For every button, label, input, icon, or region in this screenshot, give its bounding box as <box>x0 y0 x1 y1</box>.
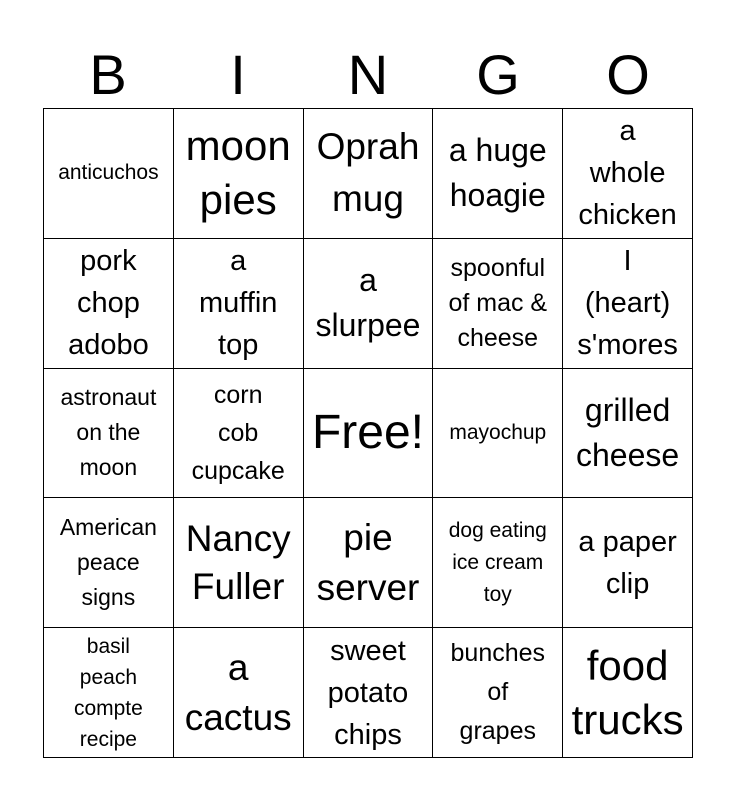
cell-text: astronaut on the moon <box>60 384 157 481</box>
header-letter-g: G <box>476 43 520 106</box>
bingo-cell-r3-c5[interactable] <box>563 369 693 499</box>
cell-text: dog eating ice cream toy <box>448 518 547 606</box>
cell-text: Nancy Fuller <box>185 517 291 607</box>
cell-text: a whole chicken <box>578 115 677 232</box>
header-letter-n: N <box>347 43 389 106</box>
cell-text: American peace signs <box>59 514 157 611</box>
bingo-cell-r4-c2[interactable] <box>174 498 304 628</box>
bingo-cell-r5-c1[interactable] <box>44 628 174 758</box>
cell-text: pork chop adobo <box>68 245 149 362</box>
cell-text: a huge hoagie <box>448 132 547 214</box>
bingo-cell-r1-c5[interactable] <box>563 109 693 239</box>
bingo-cell-r2-c2[interactable] <box>174 239 304 369</box>
bingo-cell-r2-c4[interactable] <box>433 239 563 369</box>
cell-text: I (heart) s'mores <box>577 245 678 362</box>
cell-text: food trucks <box>571 641 684 743</box>
bingo-cell-r4-c5[interactable] <box>563 498 693 628</box>
header-letter-o: O <box>606 43 650 106</box>
bingo-cell-r1-c3[interactable] <box>304 109 434 239</box>
bingo-grid <box>43 108 693 758</box>
bingo-cell-r2-c3[interactable] <box>304 239 434 369</box>
cell-text: a cactus <box>184 646 292 738</box>
bingo-cell-r5-c3[interactable] <box>304 628 434 758</box>
bingo-cell-free[interactable] <box>304 369 434 499</box>
cell-text: spoonful of mac & cheese <box>448 253 548 352</box>
bingo-header <box>43 44 693 106</box>
cell-text: Free! <box>311 405 424 459</box>
bingo-cell-r1-c2[interactable] <box>174 109 304 239</box>
header-letter-b: B <box>89 43 127 106</box>
cell-text: a slurpee <box>315 262 421 344</box>
cell-text: moon pies <box>185 122 291 224</box>
cell-text: basil peach compte recipe <box>73 634 143 751</box>
bingo-cell-r2-c1[interactable] <box>44 239 174 369</box>
bingo-cell-r1-c4[interactable] <box>433 109 563 239</box>
cell-text: Oprah mug <box>316 126 420 220</box>
cell-text: pie server <box>316 516 420 608</box>
cell-text: a paper clip <box>578 525 677 600</box>
cell-text: anticuchos <box>58 161 159 185</box>
cell-text: corn cob cupcake <box>191 380 285 485</box>
bingo-cell-r3-c4[interactable] <box>433 369 563 499</box>
bingo-cell-r4-c1[interactable] <box>44 498 174 628</box>
cell-text: sweet potato chips <box>327 634 409 751</box>
bingo-cell-r5-c2[interactable] <box>174 628 304 758</box>
header-letter-i: I <box>230 43 246 106</box>
bingo-cell-r5-c4[interactable] <box>433 628 563 758</box>
bingo-cell-r4-c3[interactable] <box>304 498 434 628</box>
cell-text: grilled cheese <box>576 391 680 473</box>
bingo-cell-r4-c4[interactable] <box>433 498 563 628</box>
bingo-cell-r3-c1[interactable] <box>44 369 174 499</box>
bingo-cell-r5-c5[interactable] <box>563 628 693 758</box>
bingo-cell-r2-c5[interactable] <box>563 239 693 369</box>
cell-text: mayochup <box>449 420 547 444</box>
cell-text: bunches of grapes <box>450 639 546 746</box>
cell-text: a muffin top <box>198 245 278 362</box>
bingo-cell-r3-c2[interactable] <box>174 369 304 499</box>
bingo-cell-r1-c1[interactable] <box>44 109 174 239</box>
